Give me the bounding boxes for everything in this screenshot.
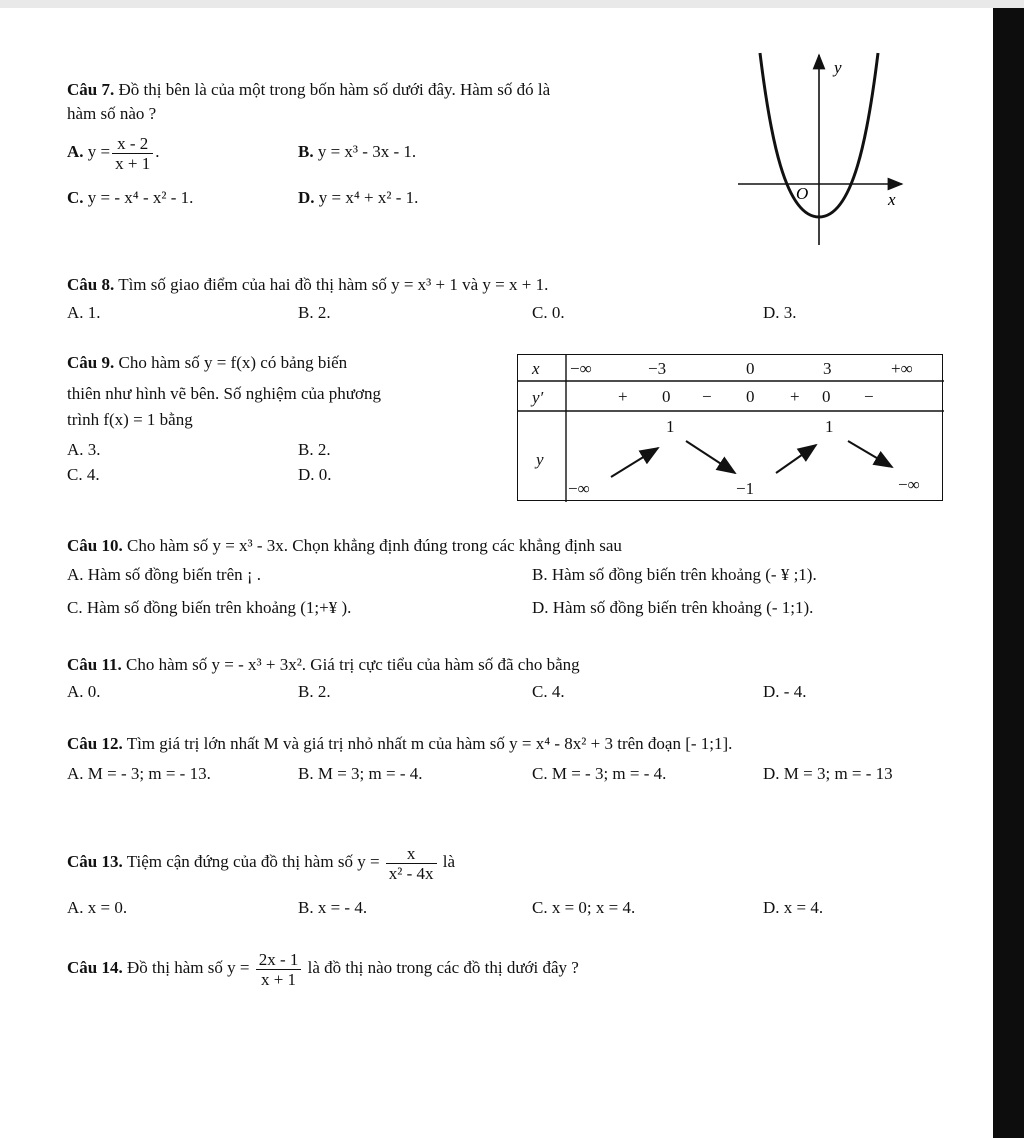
yprime-sign: + bbox=[618, 387, 628, 406]
y-limit-value: −∞ bbox=[898, 475, 920, 494]
q9-option-b: B. 2. bbox=[298, 440, 331, 459]
q12-option-d: D. M = 3; m = - 13 bbox=[763, 764, 893, 783]
q7-option-c: C. y = - x⁴ - x² - 1. bbox=[67, 188, 194, 207]
graph-x-label: x bbox=[888, 190, 896, 209]
q10-option-c: C. Hàm số đồng biến trên khoảng (1;+¥ ). bbox=[67, 598, 352, 617]
yprime-sign: + bbox=[790, 387, 800, 406]
arrow-down-2 bbox=[848, 441, 892, 467]
x-value: −3 bbox=[648, 359, 667, 378]
q11-option-c: C. 4. bbox=[532, 682, 565, 701]
yprime-sign: − bbox=[864, 387, 874, 406]
q7-option-d: D. y = x⁴ + x² - 1. bbox=[298, 188, 419, 207]
q14-fraction: $\frac{2x - 1}{x + 1}$ bbox=[256, 950, 302, 989]
q12-option-a: A. M = - 3; m = - 13. bbox=[67, 764, 211, 783]
q9-line1: Câu 9. Cho hàm số y = f(x) có bảng biến bbox=[67, 353, 348, 372]
q13-option-c: C. x = 0; x = 4. bbox=[532, 898, 636, 917]
q8-line: Câu 8. Tìm số giao điểm của hai đồ thị hàm số y = x³ + 1 và y = x + 1. bbox=[67, 275, 549, 294]
q11-option-d: D. - 4. bbox=[763, 682, 807, 701]
q13-line: Câu 13. Tiệm cận đứng của đồ thị hàm số y = $\frac{x}{\text{x² - 4x}}$ là bbox=[67, 843, 456, 883]
graph-origin-label: O bbox=[796, 184, 809, 203]
q7-label: Câu 7. bbox=[67, 80, 115, 99]
q7-parabola-graph bbox=[730, 45, 910, 250]
variation-table bbox=[517, 354, 943, 501]
q10-option-d: D. Hàm số đồng biến trên khoảng (- 1;1). bbox=[532, 598, 814, 617]
y-limit-value: −∞ bbox=[568, 479, 590, 498]
graph-y-label: y bbox=[834, 58, 842, 77]
x-value: 0 bbox=[746, 359, 755, 378]
row-label-x: x bbox=[532, 359, 540, 378]
q11-option-a: A. 0. bbox=[67, 682, 101, 701]
y-max-value: 1 bbox=[666, 417, 675, 436]
q9-line2: thiên như hình vẽ bên. Số nghiệm của phương bbox=[67, 384, 382, 403]
q8-option-b: B. 2. bbox=[298, 303, 331, 322]
yprime-sign: − bbox=[702, 387, 712, 406]
q7-line1: Câu 7. Đồ thị bên là của một trong bốn hàm số dưới đây. Hàm số đó là bbox=[67, 80, 551, 99]
q8-option-d: D. 3. bbox=[763, 303, 797, 322]
arrow-up-2 bbox=[776, 445, 816, 473]
q12-option-c: C. M = - 3; m = - 4. bbox=[532, 764, 667, 783]
q12-line: Câu 12. Tìm giá trị lớn nhất M và giá trị nhỏ nhất m của hàm số y = x⁴ - 8x² + 3 trên đoạn [- 1;1]. bbox=[67, 734, 733, 753]
yprime-zero: 0 bbox=[822, 387, 831, 406]
q14-line: Câu 14. Đồ thị hàm số y = $\frac{2x - 1}{x + 1}$ là đồ thị nào trong các đồ thị dưới đây ? bbox=[67, 949, 579, 989]
q10-line: Câu 10. Cho hàm số y = x³ - 3x. Chọn khẳng định đúng trong các khẳng định sau bbox=[67, 536, 622, 555]
row-label-y: y bbox=[536, 450, 544, 469]
q7-option-a-fraction: $\frac{x - 2}{x + 1}$ bbox=[112, 134, 153, 173]
q13-fraction: $\frac{x}{\text{x² - 4x}}$ bbox=[386, 844, 437, 883]
q13-option-b: B. x = - 4. bbox=[298, 898, 368, 917]
top-edge bbox=[0, 0, 1024, 8]
q7-line2: hàm số nào ? bbox=[67, 104, 157, 123]
q11-line: Câu 11. Cho hàm số y = - x³ + 3x². Giá trị cực tiểu của hàm số đã cho bằng bbox=[67, 655, 580, 674]
arrow-up-1 bbox=[611, 448, 658, 477]
q9-option-c: C. 4. bbox=[67, 465, 100, 484]
q11-option-b: B. 2. bbox=[298, 682, 331, 701]
y-min-value: −1 bbox=[736, 479, 755, 498]
q13-option-d: D. x = 4. bbox=[763, 898, 824, 917]
q7-option-a: A. y = $\frac{x - 2}{x + 1}$ . bbox=[67, 133, 160, 173]
q8-option-c: C. 0. bbox=[532, 303, 565, 322]
x-value: −∞ bbox=[570, 359, 592, 378]
yprime-zero: 0 bbox=[662, 387, 671, 406]
x-value: 3 bbox=[823, 359, 832, 378]
q10-option-a: A. Hàm số đồng biến trên ¡ . bbox=[67, 565, 262, 584]
y-max-value: 1 bbox=[825, 417, 834, 436]
q7-option-b: B. y = x³ - 3x - 1. bbox=[298, 142, 417, 161]
x-value: +∞ bbox=[891, 359, 913, 378]
q9-line3: trình f(x) = 1 bằng bbox=[67, 410, 193, 429]
q8-option-a: A. 1. bbox=[67, 303, 101, 322]
q9-option-a: A. 3. bbox=[67, 440, 101, 459]
yprime-zero: 0 bbox=[746, 387, 755, 406]
row-label-yprime: y′ bbox=[532, 388, 544, 407]
q13-option-a: A. x = 0. bbox=[67, 898, 128, 917]
arrow-down-1 bbox=[686, 441, 735, 473]
q12-option-b: B. M = 3; m = - 4. bbox=[298, 764, 423, 783]
q10-option-b: B. Hàm số đồng biến trên khoảng (- ¥ ;1). bbox=[532, 565, 817, 584]
q9-option-d: D. 0. bbox=[298, 465, 332, 484]
